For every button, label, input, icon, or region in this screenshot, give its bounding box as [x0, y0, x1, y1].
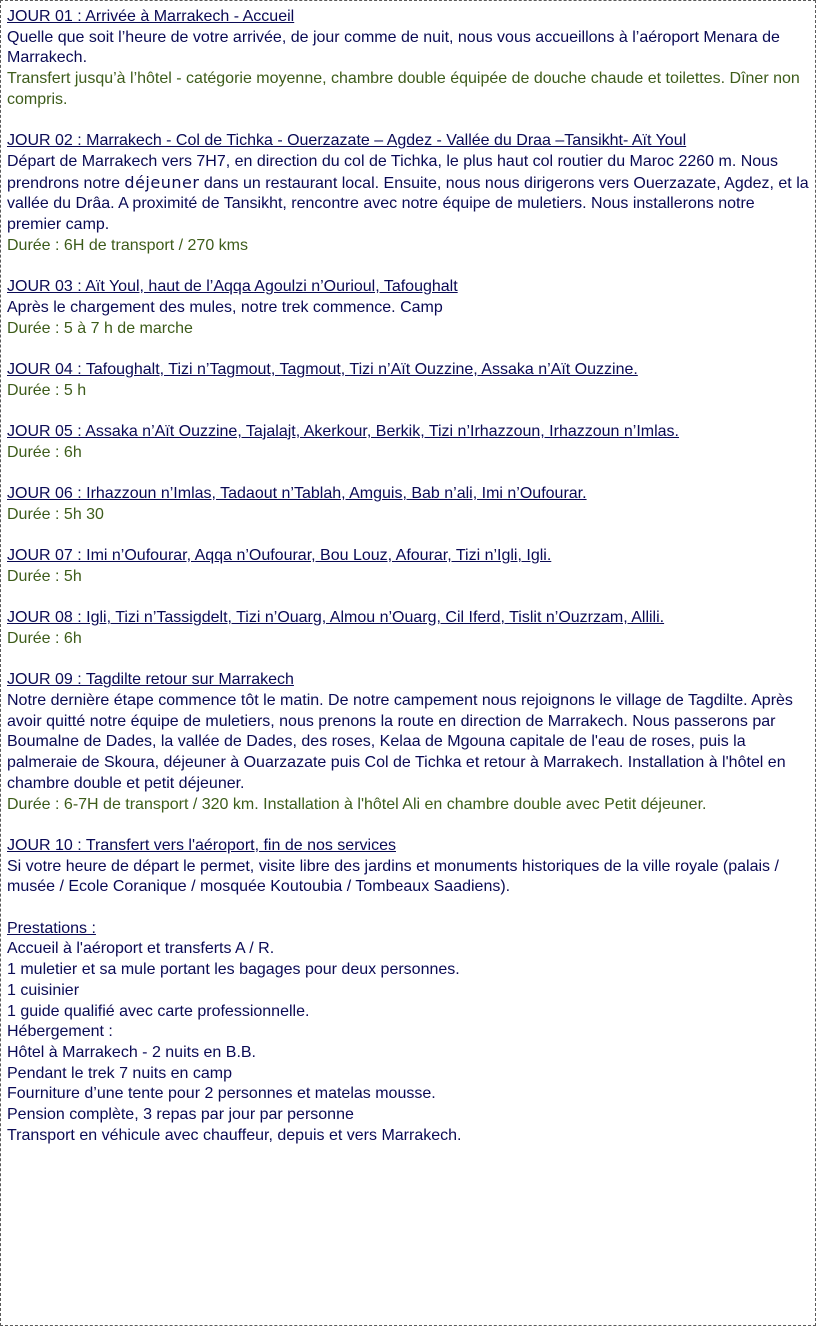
day-08-title: JOUR 08 : Igli, Tizi n’Tassigdelt, Tizi n’Ouarg, Almou n’Ouarg, Cil Iferd, Tislit n’Ouzrzam, Allili.	[7, 609, 665, 627]
day-07-title: JOUR 07 : Imi n’Oufourar, Aqqa n’Oufourar, Bou Louz, Afourar, Tizi n’Igli, Igli.	[7, 547, 552, 565]
day-06-title: JOUR 06 : Irhazzoun n’Imlas, Tadaout n’Tablah, Amguis, Bab n’ali, Imi n’Oufourar.	[7, 485, 587, 503]
day-09-detail: Durée : 6-7H de transport / 320 km. Installation à l'hôtel Ali en chambre double avec Petit déjeuner.	[7, 795, 707, 813]
day-02-title: JOUR 02 : Marrakech - Col de Tichka - Ouerzazate – Agdez - Vallée du Draa –Tansikht- Aït Youl	[7, 132, 687, 150]
prestations	[7, 919, 813, 1147]
day-10	[7, 836, 813, 898]
prestation-item: 1 muletier et sa mule portant les bagages pour deux personnes.	[7, 961, 460, 979]
day-09	[7, 670, 813, 815]
day-01	[7, 7, 813, 111]
day-04-title: JOUR 04 : Tafoughalt, Tizi n’Tagmout, Tagmout, Tizi n’Aït Ouzzine, Assaka n’Aït Ouzzine.	[7, 360, 638, 378]
day-09-text: Notre dernière étape commence tôt le matin. De notre campement nous rejoignons le village de Tagdilte. Après avoir quitté notre équipe de muletiers, nous prenons la route en direction de Marrakech. Nous passerons par Boumalne de Dades, la vallée de Dades, des roses, Kelaa de Mgouna capitale de l'eau de roses, puis la palmeraie de Skoura, déjeuner à Ouarzazate puis Col de Tichka et retour à Marrakech. Installation à l'hôtel en chambre double et petit déjeuner.	[7, 692, 793, 792]
day-03	[7, 277, 813, 339]
day-02-detail: Durée : 6H de transport / 270 kms	[7, 236, 248, 254]
prestation-item: Accueil à l'aéroport et transferts A / R.	[7, 940, 275, 958]
day-10-title: JOUR 10 : Transfert vers l'aéroport, fin de nos services	[7, 836, 396, 854]
day-06-detail: Durée : 5h 30	[7, 505, 104, 523]
prestations-title: Prestations :	[7, 919, 96, 937]
prestation-item: Transport en véhicule avec chauffeur, depuis et vers Marrakech.	[7, 1126, 462, 1144]
prestation-item: Pension complète, 3 repas par jour par personne	[7, 1106, 354, 1124]
day-02-text-after: dans un restaurant local. Ensuite, nous nous dirigerons vers Ouerzazate, Agdez, et la vallée du Drâa. A proximité de Tansikht, rencontre avec notre équipe de muletiers. Nous installerons notre premier camp.	[7, 174, 809, 234]
day-01-title: JOUR 01 : Arrivée à Marrakech - Accueil	[7, 8, 295, 25]
day-01-text: Quelle que soit l’heure de votre arrivée, de jour comme de nuit, nous vous accueillons à l’aéroport Menara de Marrakech.	[7, 28, 780, 67]
day-05	[7, 422, 813, 463]
prestation-item: Fourniture d’une tente pour 2 personnes et matelas mousse.	[7, 1085, 436, 1103]
day-04-detail: Durée : 5 h	[7, 381, 87, 399]
day-02	[7, 131, 813, 256]
day-08-detail: Durée : 6h	[7, 629, 82, 647]
prestation-item: 1 guide qualifié avec carte professionnelle.	[7, 1002, 310, 1020]
day-07	[7, 546, 813, 587]
day-03-title: JOUR 03 : Aït Youl, haut de l’Aqqa Agoulzi n’Ourioul, Tafoughalt	[7, 278, 458, 296]
day-09-title: JOUR 09 : Tagdilte retour sur Marrakech	[7, 671, 294, 689]
day-10-text: Si votre heure de départ le permet, visite libre des jardins et monuments historiques de la ville royale (palais / musée / Ecole Coranique / mosquée Koutoubia / Tombeaux Saadiens).	[7, 857, 779, 896]
day-05-detail: Durée : 6h	[7, 443, 82, 461]
day-06	[7, 484, 813, 525]
day-01-detail: Transfert jusqu’à l’hôtel - catégorie moyenne, chambre double équipée de douche chaude et toilettes. Dîner non compris.	[7, 70, 800, 108]
day-02-text-word: déjeuner	[124, 172, 200, 192]
prestation-item: Hébergement :	[7, 1023, 113, 1041]
day-08	[7, 608, 813, 649]
day-05-title: JOUR 05 : Assaka n’Aït Ouzzine, Tajalajt, Akerkour, Berkik, Tizi n’Irhazzoun, Irhazzoun n’Imlas.	[7, 423, 679, 440]
day-04	[7, 360, 813, 401]
day-07-detail: Durée : 5h	[7, 567, 82, 585]
day-02-text-before: Départ de Marrakech vers 7H7, en direction du col de Tichka, le plus haut col routier du Maroc 2260 m. Nous prendrons notre	[7, 152, 779, 192]
prestation-item: 1 cuisinier	[7, 981, 80, 999]
day-03-detail: Durée : 5 à 7 h de marche	[7, 319, 193, 337]
prestation-item: Hôtel à Marrakech - 2 nuits en B.B.	[7, 1044, 256, 1061]
itinerary-content	[7, 7, 813, 1167]
day-03-text: Après le chargement des mules, notre trek commence. Camp	[7, 298, 443, 316]
prestation-item: Pendant le trek 7 nuits en camp	[7, 1064, 233, 1082]
day-02-text	[7, 152, 813, 236]
